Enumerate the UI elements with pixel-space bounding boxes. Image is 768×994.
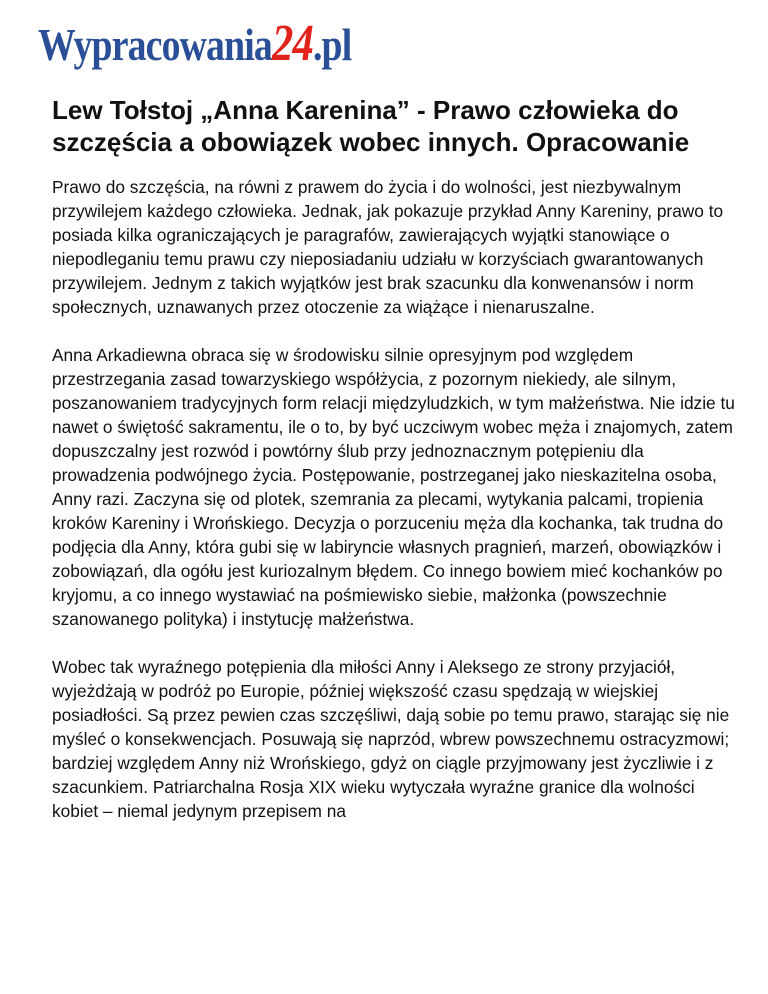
article-paragraph: Wobec tak wyraźnego potępienia dla miłości Anny i Aleksego ze strony przyjaciół, wyjeżdżają w podróż po Europie, później większość czasu spędzają w wiejskiej posiadłości. Są przez pewien czas szczęśliwi, dają sobie po temu prawo, starając się nie myśleć o konsekwencjach. Posuwają się naprzód, wbrew powszechnemu ostracyzmowi; bardziej względem Anny niż Wrońskiego, gdyż on ciągle przyjmowany jest życzliwie i z szacunkiem. Patriarchalna Rosja XIX wieku wytyczała wyraźne granice dla wolności kobiet – niemal jedynym przepisem na [52,657,730,821]
article [52,94,742,823]
site-logo[interactable] [38,14,351,74]
article-title: Lew Tołstoj „Anna Karenina” - Prawo człowieka do szczęścia a obowiązek wobec innych. Opracowanie [52,95,690,157]
article-paragraph: Anna Arkadiewna obraca się w środowisku silnie opresyjnym pod względem przestrzegania zasad towarzyskiego współżycia, z pozornym niekiedy, ale silnym, poszanowaniem tradycyjnych form relacji międzyludzkich, w tym małżeństwa. Nie idzie tu nawet o świętość sakramentu, ile o to, by być uczciwym wobec męża i znajomych, zatem dopuszczalny jest rozwód i powtórny ślub przy jednoznacznym potępieniu dla prowadzenia podwójnego życia. Postępowanie, postrzeganej jako nieskazitelna osoba, Anny razi. Zaczyna się od plotek, szemrania za plecami, wytykania palcami, tropienia kroków Kareniny i Wrońskiego. Decyzja o porzuceniu męża dla kochanka, tak trudna do podjęcia dla Anny, która gubi się w labiryncie własnych pragnień, marzeń, obowiązków i zobowiązań, dla ogółu jest kuriozalnym błędem. Co innego bowiem mieć kochanków po kryjomu, a co innego wystawiać na pośmiewisko siebie, małżonka (powszechnie szanowanego polityka) i instytucję małżeństwa. [52,345,735,629]
logo-domain-suffix: .pl [312,19,352,70]
article-paragraph: Prawo do szczęścia, na równi z prawem do życia i do wolności, jest niezbywalnym przywilejem każdego człowieka. Jednak, jak pokazuje przykład Anny Kareniny, prawo to posiada kilka ograniczających je paragrafów, zawierających wyjątki stanowiące o niepodleganiu temu prawu czy nieposiadaniu udziału w korzyściach gwarantowanych przywilejem. Jednym z takich wyjątków jest brak szacunku dla konwenansów i norm społecznych, uznawanych przez otoczenie za wiążące i nienaruszalne. [52,177,724,317]
logo-brand-text: Wypracowania [38,19,272,70]
logo-number: 24 [271,15,313,72]
